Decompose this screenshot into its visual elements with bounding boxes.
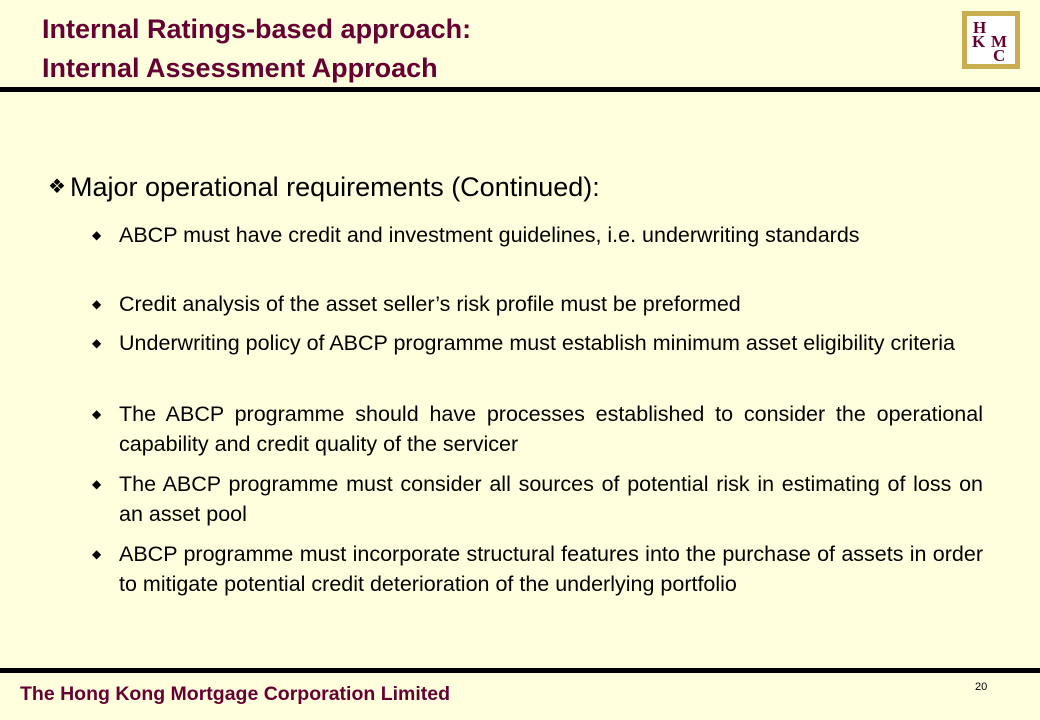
- logo-letter-h: H: [973, 18, 987, 37]
- list-item-text: Credit analysis of the asset seller’s risk profile must be preformed: [119, 292, 741, 316]
- footer-divider: [0, 668, 1040, 673]
- logo-letter-c: C: [993, 46, 1006, 65]
- list-item-text: The ABCP programme must consider all sources of potential risk in estimating of loss on an asset pool: [119, 472, 983, 526]
- section-heading-text: Major operational requirements (Continued):: [70, 172, 600, 202]
- diamond-bullet-icon: ◆: [92, 297, 102, 311]
- four-diamond-bullet-icon: ❖: [48, 176, 66, 198]
- slide-title-line-2: Internal Assessment Approach: [42, 53, 438, 83]
- footer-organization: The Hong Kong Mortgage Corporation Limited: [20, 683, 451, 705]
- list-item: [92, 399, 983, 459]
- diamond-bullet-icon: ◆: [92, 407, 102, 421]
- slide-title-line-1: Internal Ratings-based approach:: [42, 14, 472, 44]
- list-item: [92, 289, 983, 319]
- list-item-text: ABCP must have credit and investment guidelines, i.e. underwriting standards: [119, 223, 860, 247]
- list-item-text: Underwriting policy of ABCP programme must establish minimum asset eligibility criteria: [119, 331, 956, 355]
- diamond-bullet-icon: ◆: [92, 228, 102, 242]
- list-item-text: ABCP programme must incorporate structural features into the purchase of assets in order to mitigate potential credit deterioration of the underlying portfolio: [119, 542, 983, 596]
- diamond-bullet-icon: ◆: [92, 477, 102, 491]
- list-item: [92, 539, 983, 599]
- logo-letter-m: M: [991, 32, 1008, 51]
- page-number: 20: [975, 681, 988, 693]
- diamond-bullet-icon: ◆: [92, 336, 102, 350]
- list-item: [92, 328, 983, 358]
- logo-letter-k: K: [972, 32, 986, 51]
- list-item: [92, 469, 983, 529]
- list-item-text: The ABCP programme should have processes established to consider the operational capability and credit quality of the servicer: [119, 402, 983, 456]
- diamond-bullet-icon: ◆: [92, 547, 102, 561]
- list-item: [92, 220, 983, 250]
